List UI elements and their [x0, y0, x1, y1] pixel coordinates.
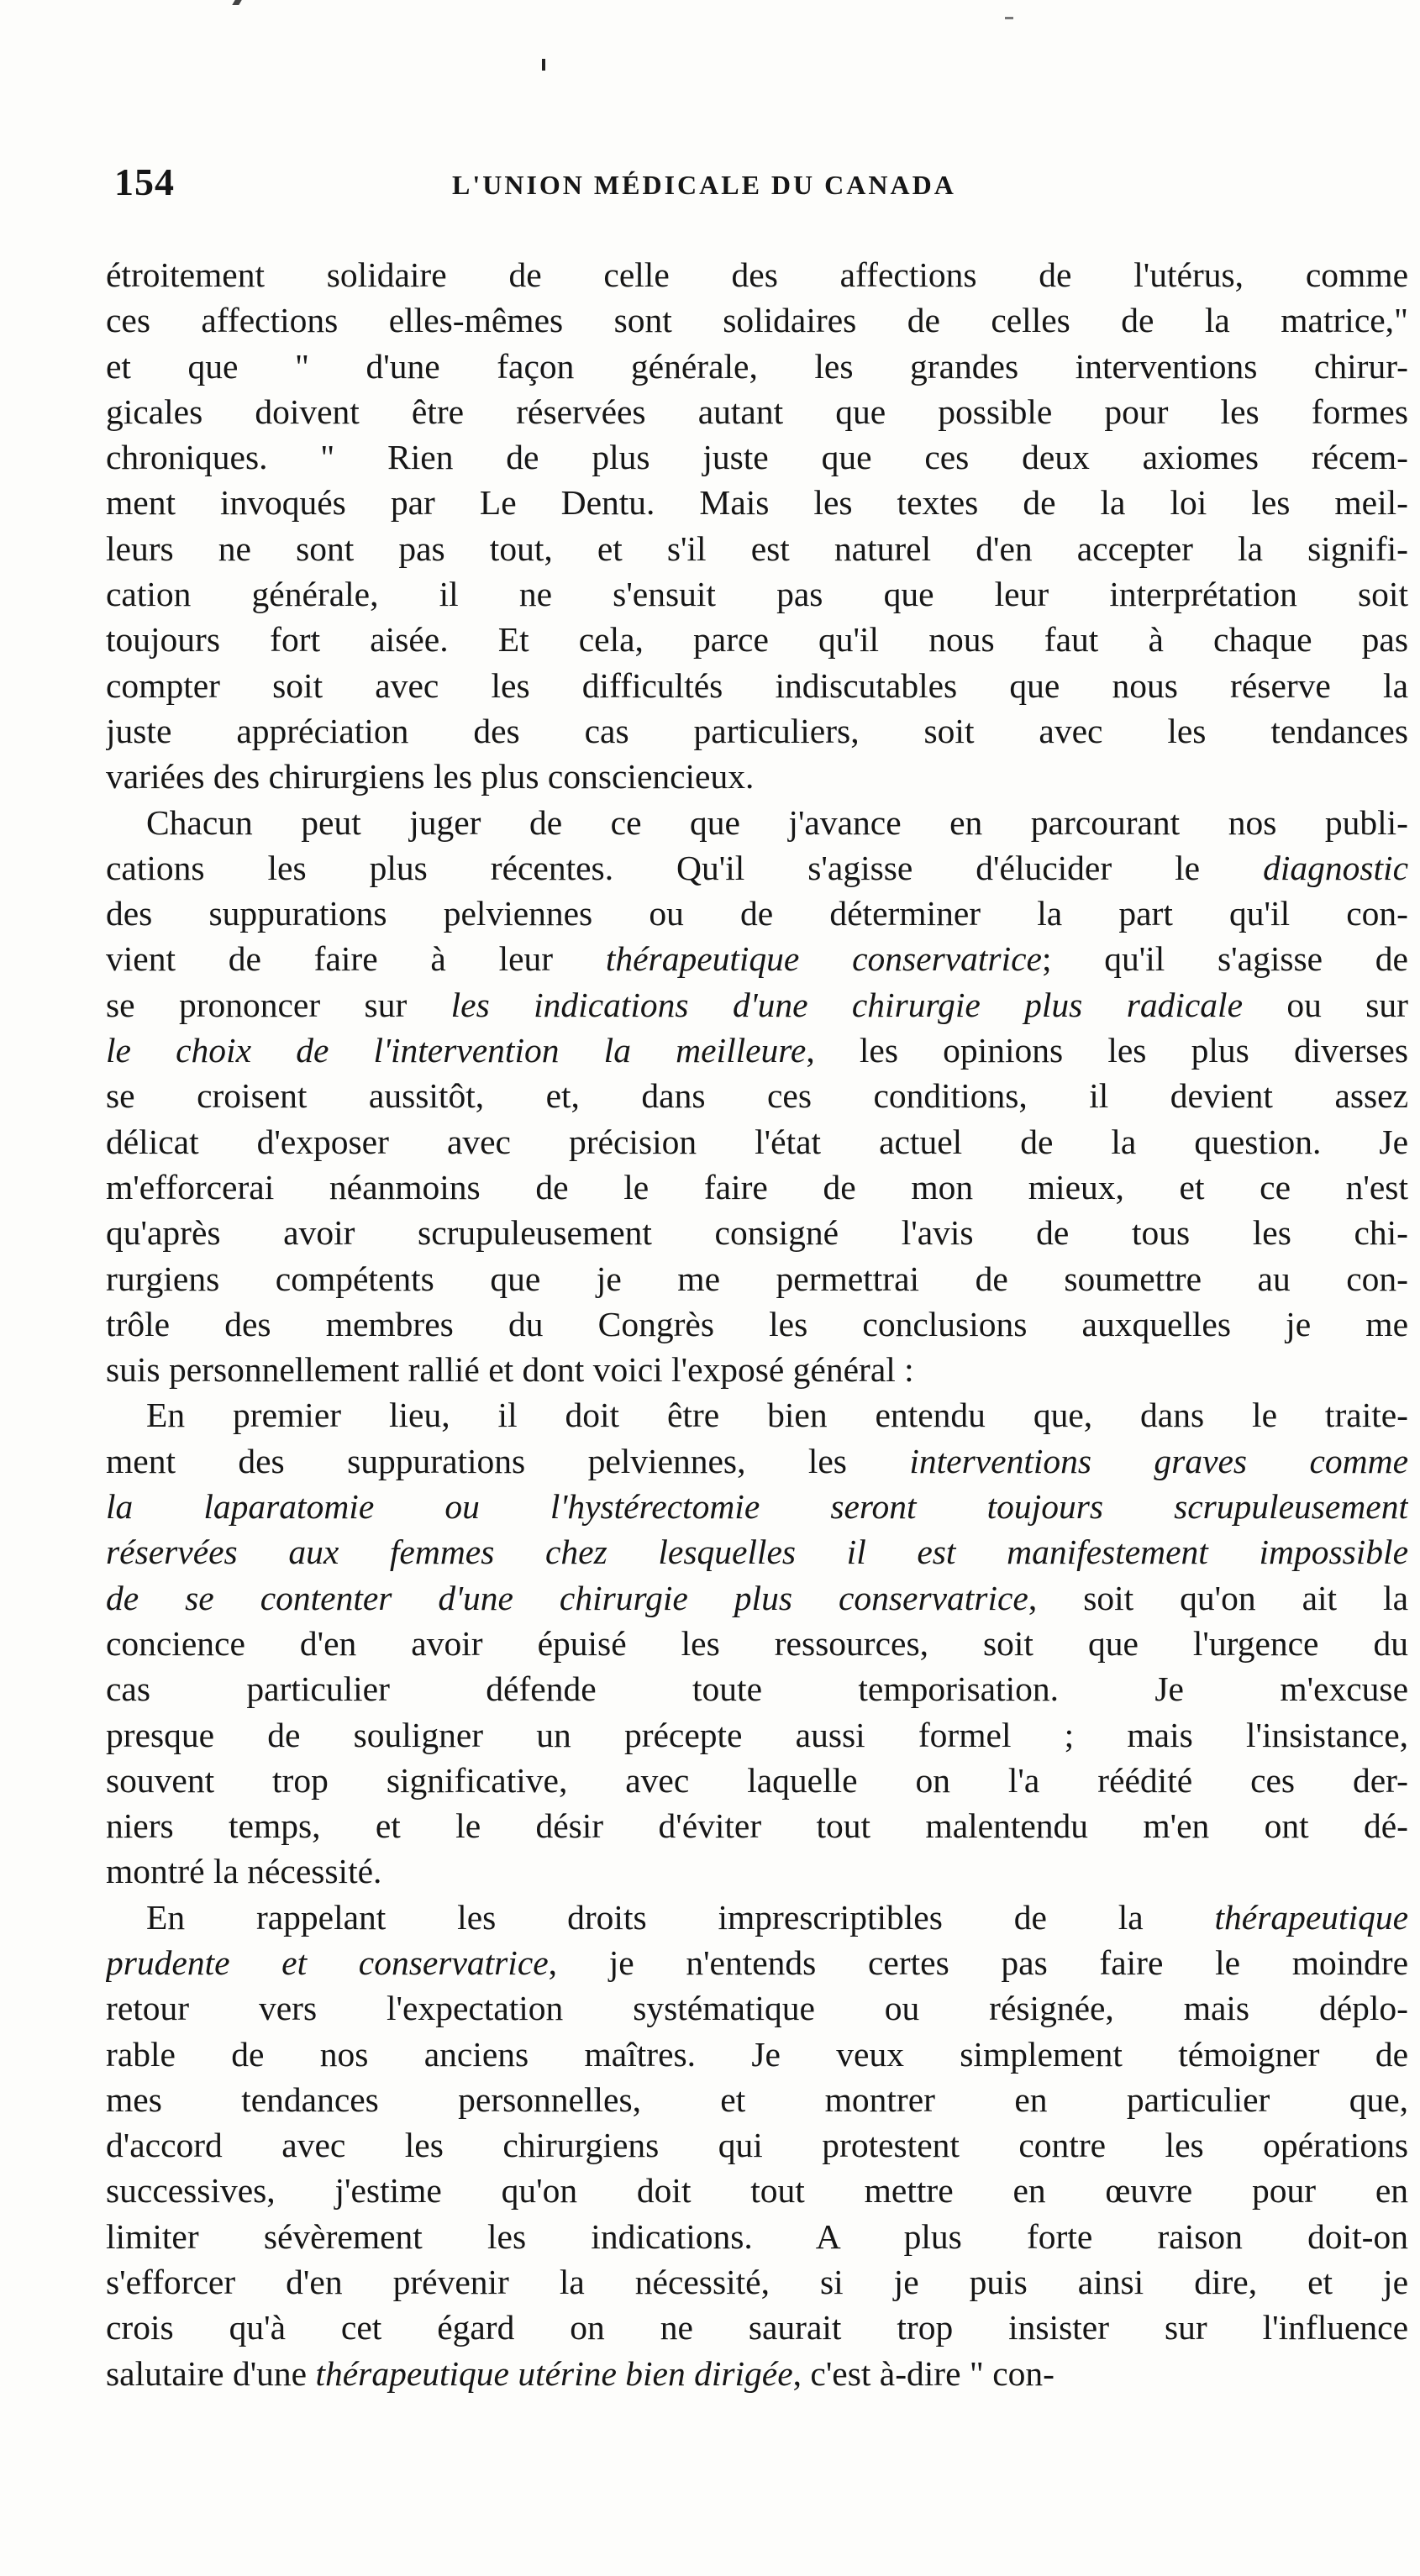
text-line: Chacun peut juger de ce que j'avance en parcourant nos publi- — [146, 802, 1408, 842]
text-line: étroitement solidaire de celle des affections de l'utérus, comme — [106, 255, 1408, 294]
text-line: niers temps, et le désir d'éviter tout malentendu m'en ont dé- — [106, 1806, 1408, 1846]
text-line — [106, 1484, 1408, 1529]
text-line: leurs ne sont pas tout, et s'il est naturel d'en accepter la signifi- — [106, 528, 1408, 568]
text-line: presque de souligner un précepte aussi formel ; mais l'insistance, — [106, 1715, 1408, 1754]
text-line: s'efforcer d'en prévenir la nécessité, si je puis ainsi dire, et je — [106, 2263, 1408, 2302]
italic-phrase: la laparatomie ou l'hystérectomie seront toujours scrupuleusement — [106, 1487, 1408, 1527]
text-line: trôle des membres du Congrès les conclusions auxquelles je me — [106, 1304, 1408, 1343]
text-line: d'accord avec les chirurgiens qui protestent contre les opérations — [106, 2126, 1408, 2165]
page-number: 154 — [114, 160, 175, 203]
text-line: suis personnellement rallié et dont voici l'exposé général : — [106, 1350, 914, 1390]
print-speck — [1005, 17, 1013, 19]
italic-phrase: prudente et conservatrice — [106, 1943, 549, 1982]
text-line — [106, 1529, 1408, 1575]
text-line: ment invoqués par Le Dentu. Mais les textes de la loi les meil- — [106, 483, 1408, 523]
text-line: gicales doivent être réservées autant que possible pour les formes — [106, 392, 1408, 431]
text-line: juste appréciation des cas particuliers, soit avec les tendances — [106, 711, 1408, 750]
italic-phrase: de se contenter d'une chirurgie plus conservatrice — [106, 1578, 1028, 1617]
text-line: m'efforcerai néanmoins de le faire de mon mieux, et ce n'est — [106, 1167, 1408, 1207]
text-line: de se contenter d'une chirurgie plus conservatrice, soit qu'on ait la — [106, 1578, 1408, 1617]
page-header — [108, 158, 1050, 208]
running-title: L'UNION MÉDICALE DU CANADA — [452, 170, 956, 200]
text-line: cation générale, il ne s'ensuit pas que leur interprétation soit — [106, 575, 1408, 614]
text-line: ment des suppurations pelviennes, les interventions graves comme — [106, 1441, 1408, 1480]
text-line: En premier lieu, il doit être bien entendu que, dans le traite- — [146, 1396, 1408, 1435]
italic-phrase: réservées aux femmes chez lesquelles il est manifestement impossible — [106, 1532, 1408, 1572]
body-text — [106, 252, 1408, 2396]
text-line: se prononcer sur les indications d'une chirurgie plus radicale ou sur — [106, 985, 1408, 1024]
text-line: compter soit avec les difficultés indiscutables que nous réserve la — [106, 665, 1408, 705]
text-line: cas particulier défende toute temporisation. Je m'excuse — [106, 1669, 1408, 1709]
text-line: et que " d'une façon générale, les grandes interventions chirur- — [106, 346, 1408, 386]
text-line: salutaire d'une thérapeutique utérine bien dirigée, c'est à-dire " con- — [106, 2353, 1054, 2393]
italic-phrase: thérapeutique utérine bien dirigée — [315, 2353, 793, 2393]
text-line: toujours fort aisée. Et cela, parce qu'il nous faut à chaque pas — [106, 620, 1408, 660]
italic-phrase: les indications d'une chirurgie plus radicale — [450, 985, 1244, 1024]
text-line: rurgiens compétents que je me permettrai de soumettre au con- — [106, 1259, 1408, 1298]
text-line: concience d'en avoir épuisé les ressources, soit que l'urgence du — [106, 1623, 1408, 1663]
text-line: vient de faire à leur thérapeutique conservatrice; qu'il s'agisse de — [106, 939, 1408, 979]
text-line: le choix de l'intervention la meilleure, les opinions les plus diverses — [106, 1031, 1408, 1070]
text-line: chroniques. " Rien de plus juste que ces deux axiomes récem- — [106, 438, 1408, 477]
text-line: qu'après avoir scrupuleusement consigné l'avis de tous les chi- — [106, 1213, 1408, 1253]
text-line: rable de nos anciens maîtres. Je veux simplement témoigner de — [106, 2034, 1408, 2074]
text-line: délicat d'exposer avec précision l'état actuel de la question. Je — [106, 1122, 1408, 1161]
italic-phrase: interventions graves comme — [909, 1441, 1408, 1480]
italic-phrase: le choix de l'intervention la meilleure — [106, 1031, 807, 1070]
text-line: des suppurations pelviennes ou de déterminer la part qu'il con- — [106, 894, 1408, 933]
text-line: variées des chirurgiens les plus consciencieux. — [106, 757, 755, 796]
text-line: crois qu'à cet égard on ne saurait trop insister sur l'influence — [106, 2308, 1408, 2347]
italic-phrase: diagnostic — [1263, 848, 1408, 887]
text-line: En rappelant les droits imprescriptibles de la thérapeutique — [146, 1897, 1408, 1937]
text-line: retour vers l'expectation systématique ou résignée, mais déplo- — [106, 1989, 1408, 2028]
text-line: limiter sévèrement les indications. A plus forte raison doit-on — [106, 2216, 1408, 2256]
text-line: ces affections elles-mêmes sont solidaires de celles de la matrice," — [106, 301, 1408, 340]
print-speck — [542, 59, 545, 71]
text-line: prudente et conservatrice, je n'entends certes pas faire le moindre — [106, 1943, 1408, 1982]
text-line: successives, j'estime qu'on doit tout mettre en œuvre pour en — [106, 2171, 1408, 2211]
print-speck — [232, 0, 241, 5]
italic-phrase: thérapeutique — [1214, 1897, 1408, 1937]
text-line: cations les plus récentes. Qu'il s'agisse d'élucider le diagnostic — [106, 848, 1408, 887]
text-line: souvent trop significative, avec laquelle on l'a réédité ces der- — [106, 1760, 1408, 1800]
text-line: montré la nécessité. — [106, 1852, 382, 1891]
text-line: se croisent aussitôt, et, dans ces conditions, il devient assez — [106, 1076, 1408, 1116]
text-line: mes tendances personnelles, et montrer en particulier que, — [106, 2079, 1408, 2119]
italic-phrase: thérapeutique conservatrice — [605, 939, 1042, 979]
